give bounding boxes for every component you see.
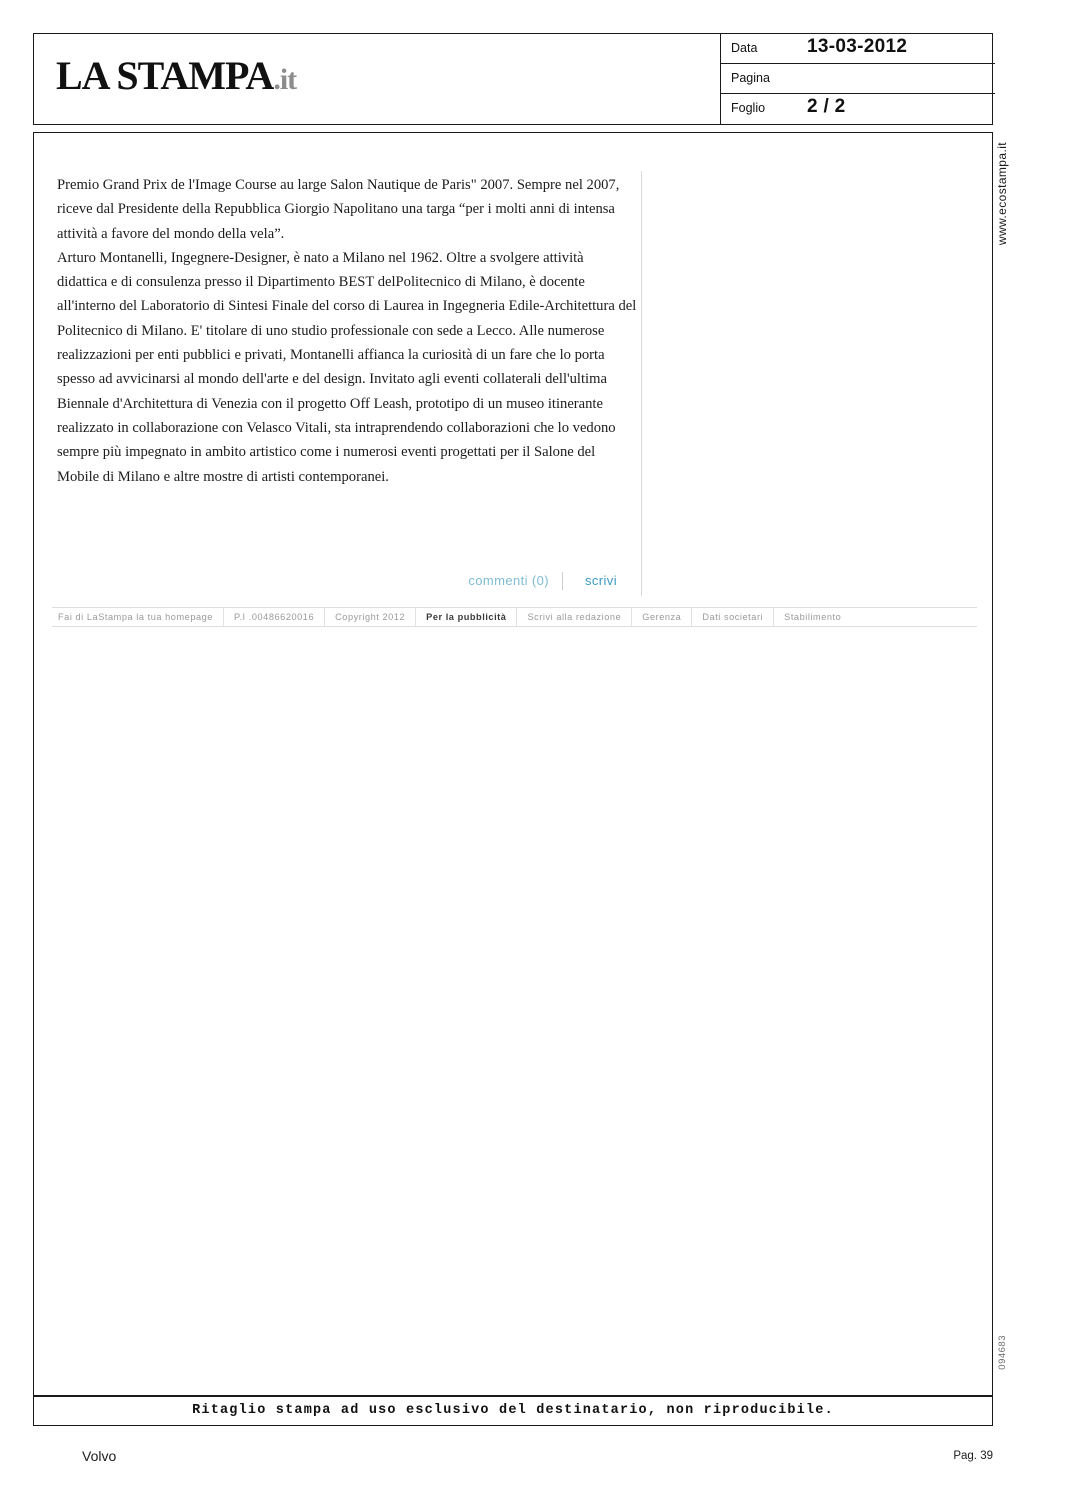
footer-link-management[interactable]: Gerenza xyxy=(631,608,691,626)
footer-link-vat: P.I .00486620016 xyxy=(223,608,324,626)
write-comment-link[interactable]: scrivi xyxy=(584,573,617,588)
site-footer-list xyxy=(52,608,977,626)
clipping-code: 094683 xyxy=(997,1335,1008,1370)
client-brand-label: Volvo xyxy=(82,1448,117,1464)
meta-label-date: Data xyxy=(731,41,758,55)
column-divider xyxy=(641,171,642,596)
footer-link-copyright: Copyright 2012 xyxy=(324,608,415,626)
meta-row-sheet xyxy=(721,94,995,124)
meta-row-page xyxy=(721,64,995,94)
meta-value-date: 13-03-2012 xyxy=(807,36,908,57)
footer-link-plant[interactable]: Stabilimento xyxy=(773,608,851,626)
usage-notice-text: Ritaglio stampa ad uso esclusivo del destinatario, non riproducibile. xyxy=(192,1403,834,1418)
masthead-main: LA STAMPA xyxy=(56,53,274,98)
page-number-label: Pag. 39 xyxy=(953,1450,993,1462)
meta-value-sheet: 2 / 2 xyxy=(807,96,846,117)
masthead-suffix: it xyxy=(279,63,297,96)
meta-row-date xyxy=(721,34,995,64)
article-paragraph: Premio Grand Prix de l'Image Course au large Salon Nautique de Paris" 2007. Sempre nel 2007, riceve dal Presidente della Repubblica Giorgio Napolitano una targa “per i molti anni di intensa attività a favore del mondo della vela”. xyxy=(57,177,620,242)
article-body xyxy=(57,173,637,489)
usage-notice-bar xyxy=(33,1396,993,1426)
footer-link-advertising[interactable]: Per la pubblicità xyxy=(415,608,516,626)
comments-divider xyxy=(562,572,563,590)
comments-link[interactable]: commenti (0) xyxy=(468,573,549,588)
lastampa-logo xyxy=(56,52,296,99)
footer-link-homepage[interactable]: Fai di LaStampa la tua homepage xyxy=(58,612,213,622)
clipping-frame xyxy=(33,132,993,1396)
article-paragraph: Arturo Montanelli, Ingegnere-Designer, è nato a Milano nel 1962. Oltre a svolgere attività didattica e di consulenza presso il Dipartimento BEST delPolitecnico di Milano, è docente all'interno del Laboratorio di Sintesi Finale del corso di Laurea in Ingegneria Edile-Architettura del Politecnico di Milano. E' titolare di uno studio professionale con sede a Lecco. Alle numerose realizzazioni per enti pubblici e privati, Montanelli affianca la curiosità di un fare che lo porta spesso ad avvicinarsi al mondo dell'arte e del design. Invitato agli eventi collaterali dell'ultima Biennale d'Architettura di Venezia con il progetto Off Leash, prototipo di un museo itinerante realizzato in collaborazione con Velasco Vitali, sta intraprendendo collaborazioni che lo vedono sempre più impegnato in ambito artistico come i numerosi eventi progettati per il Salone del Mobile di Milano e altre mostre di artisti contemporanei. xyxy=(57,249,637,485)
footer-link-write-editorial[interactable]: Scrivi alla redazione xyxy=(516,608,631,626)
masthead-dot: . xyxy=(273,63,280,96)
clipping-meta-box xyxy=(720,34,994,124)
site-footer-links xyxy=(52,607,977,627)
header-box xyxy=(33,33,993,125)
footer-link-company-data[interactable]: Dati societari xyxy=(691,608,773,626)
ecostampa-watermark: www.ecostampa.it xyxy=(995,142,1009,246)
comments-row xyxy=(57,573,637,593)
meta-label-page: Pagina xyxy=(731,71,770,85)
meta-label-sheet: Foglio xyxy=(731,101,766,115)
